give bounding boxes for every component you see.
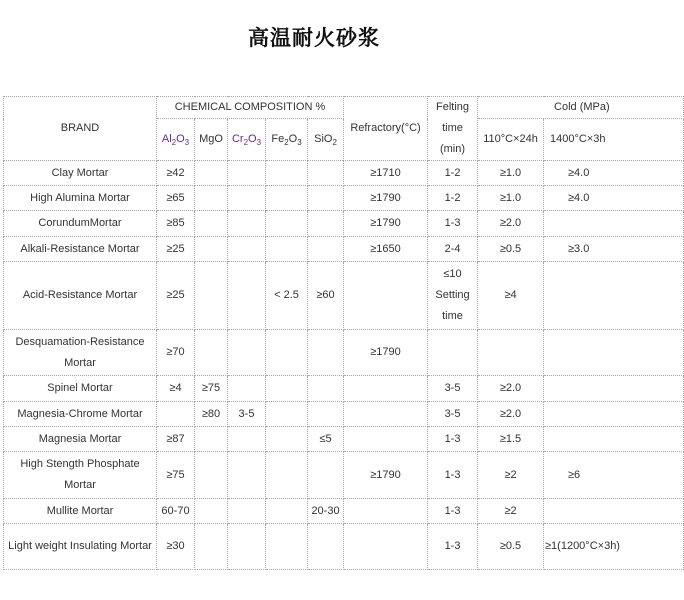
cell-fe2o3 [266,499,308,524]
cell-mgo [195,161,228,186]
cell-cold-1400: ≥6 [544,452,684,499]
cell-felting: 1-3 [428,427,478,452]
cell-sio2 [308,524,344,570]
cell-cr2o3 [228,237,266,262]
cell-fe2o3 [266,376,308,402]
cell-mgo [195,499,228,524]
cell-al2o3: ≥87 [157,427,195,452]
cell-brand: Mullite Mortar [4,499,157,524]
mortar-spec-table [3,96,684,570]
cell-refractory [344,402,428,427]
cell-refractory: ≥1790 [344,186,428,211]
cell-brand: Clay Mortar [4,161,157,186]
table-row [4,161,684,186]
cell-mgo [195,330,228,376]
col-mgo: MgO [195,119,228,161]
cell-fe2o3: < 2.5 [266,262,308,330]
cell-cr2o3 [228,186,266,211]
cell-cold-110: ≥1.0 [478,186,544,211]
cell-cr2o3 [228,262,266,330]
cell-al2o3 [157,402,195,427]
cell-felting: 3-5 [428,402,478,427]
cell-brand: CorundumMortar [4,211,157,237]
cell-brand: High Stength Phosphate Mortar [4,452,157,499]
cell-brand: High Alumina Mortar [4,186,157,211]
cell-brand: Alkali-Resistance Mortar [4,237,157,262]
cell-cr2o3 [228,330,266,376]
cell-brand: Light weight Insulating Mortar [4,524,157,570]
cell-cr2o3 [228,376,266,402]
table-row [4,427,684,452]
table-row [4,499,684,524]
table-row [4,402,684,427]
table-row [4,237,684,262]
cell-cr2o3 [228,499,266,524]
table-row [4,524,684,570]
cell-mgo [195,427,228,452]
cell-cold-110: ≥2.0 [478,211,544,237]
table-row [4,211,684,237]
cell-felting: 1-3 [428,452,478,499]
cell-cr2o3 [228,427,266,452]
cell-refractory: ≥1650 [344,237,428,262]
col-cr2o3: $Cr_2O_3$ [228,119,266,161]
cell-cold-1400 [544,376,684,402]
cell-al2o3: ≥75 [157,452,195,499]
cell-sio2: ≤5 [308,427,344,452]
cell-cold-110: ≥4 [478,262,544,330]
cell-felting: 1-3 [428,211,478,237]
cell-fe2o3 [266,427,308,452]
cell-cold-1400 [544,330,684,376]
cell-sio2 [308,452,344,499]
cell-cold-1400 [544,262,684,330]
col-sio2: SiO$_2$ [308,119,344,161]
cell-cold-110: ≥0.5 [478,237,544,262]
table-row [4,330,684,376]
cell-sio2 [308,330,344,376]
cell-mgo [195,237,228,262]
cell-cold-1400 [544,427,684,452]
cell-cr2o3 [228,524,266,570]
cell-cold-1400: ≥3.0 [544,237,684,262]
cell-sio2 [308,186,344,211]
header-refractory: Refractory(°C) [344,97,428,161]
header-chemical-composition: CHEMICAL COMPOSITION % [157,97,344,119]
cell-cold-110: ≥1.0 [478,161,544,186]
cell-cold-110: ≥2.0 [478,376,544,402]
cell-mgo: ≥75 [195,376,228,402]
cell-fe2o3 [266,237,308,262]
cell-sio2: ≥60 [308,262,344,330]
cell-mgo [195,452,228,499]
cell-cr2o3 [228,211,266,237]
cell-felting: 1-2 [428,161,478,186]
col-al2o3: $Al_2O_3$ [157,119,195,161]
cell-fe2o3 [266,211,308,237]
cell-mgo [195,186,228,211]
header-felting-time: Felting time (min) [428,97,478,161]
cell-al2o3: ≥85 [157,211,195,237]
cell-cold-110: ≥2.0 [478,402,544,427]
cell-cold-110: ≥0.5 [478,524,544,570]
cell-refractory: ≥1790 [344,211,428,237]
cell-cold-1400: ≥1(1200°C×3h) [544,524,684,570]
cell-brand: Magnesia Mortar [4,427,157,452]
cell-mgo [195,524,228,570]
cell-felting: 1-3 [428,524,478,570]
cell-cold-1400 [544,211,684,237]
cell-sio2 [308,402,344,427]
cell-felting: 1-3 [428,499,478,524]
cell-al2o3: ≥25 [157,237,195,262]
cell-fe2o3 [266,161,308,186]
cell-refractory [344,499,428,524]
table-row [4,262,684,330]
cell-cold-110: ≥1.5 [478,427,544,452]
cell-refractory [344,427,428,452]
cell-sio2: 20-30 [308,499,344,524]
page-title: 高温耐火砂浆 [248,25,380,50]
cell-sio2 [308,237,344,262]
cell-brand: Desquamation-Resistance Mortar [4,330,157,376]
cell-cold-1400 [544,499,684,524]
cell-felting: 3-5 [428,376,478,402]
cell-al2o3: ≥65 [157,186,195,211]
cell-cold-110 [478,330,544,376]
col-fe2o3: $Fe_2O_3$ [266,119,308,161]
cell-mgo: ≥80 [195,402,228,427]
cell-brand: Spinel Mortar [4,376,157,402]
cell-refractory [344,262,428,330]
table-row [4,186,684,211]
cell-al2o3: ≥42 [157,161,195,186]
cell-cr2o3 [228,161,266,186]
cell-refractory: ≥1790 [344,452,428,499]
cell-cold-110: ≥2 [478,499,544,524]
cell-al2o3: ≥70 [157,330,195,376]
cell-al2o3: ≥4 [157,376,195,402]
cell-sio2 [308,161,344,186]
cell-fe2o3 [266,402,308,427]
col-cold-110: 110°C×24h [478,119,544,161]
cell-cold-1400: ≥4.0 [544,161,684,186]
cell-sio2 [308,376,344,402]
cell-cr2o3: 3-5 [228,402,266,427]
cell-cold-1400 [544,402,684,427]
cell-cold-1400: ≥4.0 [544,186,684,211]
header-cold: Cold (MPa) [478,97,684,119]
cell-al2o3: ≥25 [157,262,195,330]
table-row [4,376,684,402]
table-container [3,96,620,600]
cell-brand: Acid-Resistance Mortar [4,262,157,330]
cell-refractory: ≥1790 [344,330,428,376]
cell-mgo [195,262,228,330]
cell-mgo [195,211,228,237]
cell-al2o3: ≥30 [157,524,195,570]
header-brand: BRAND [4,97,157,161]
cell-cold-110: ≥2 [478,452,544,499]
cell-al2o3: 60-70 [157,499,195,524]
cell-cr2o3 [228,452,266,499]
cell-felting: 1-2 [428,186,478,211]
cell-felting: 2-4 [428,237,478,262]
cell-felting [428,330,478,376]
cell-fe2o3 [266,452,308,499]
cell-fe2o3 [266,186,308,211]
cell-sio2 [308,211,344,237]
table-row [4,452,684,499]
cell-felting: ≤10 Setting time [428,262,478,330]
cell-refractory [344,524,428,570]
cell-brand: Magnesia-Chrome Mortar [4,402,157,427]
col-cold-1400: 1400°C×3h [544,119,684,161]
cell-fe2o3 [266,330,308,376]
cell-fe2o3 [266,524,308,570]
cell-refractory [344,376,428,402]
cell-refractory: ≥1710 [344,161,428,186]
